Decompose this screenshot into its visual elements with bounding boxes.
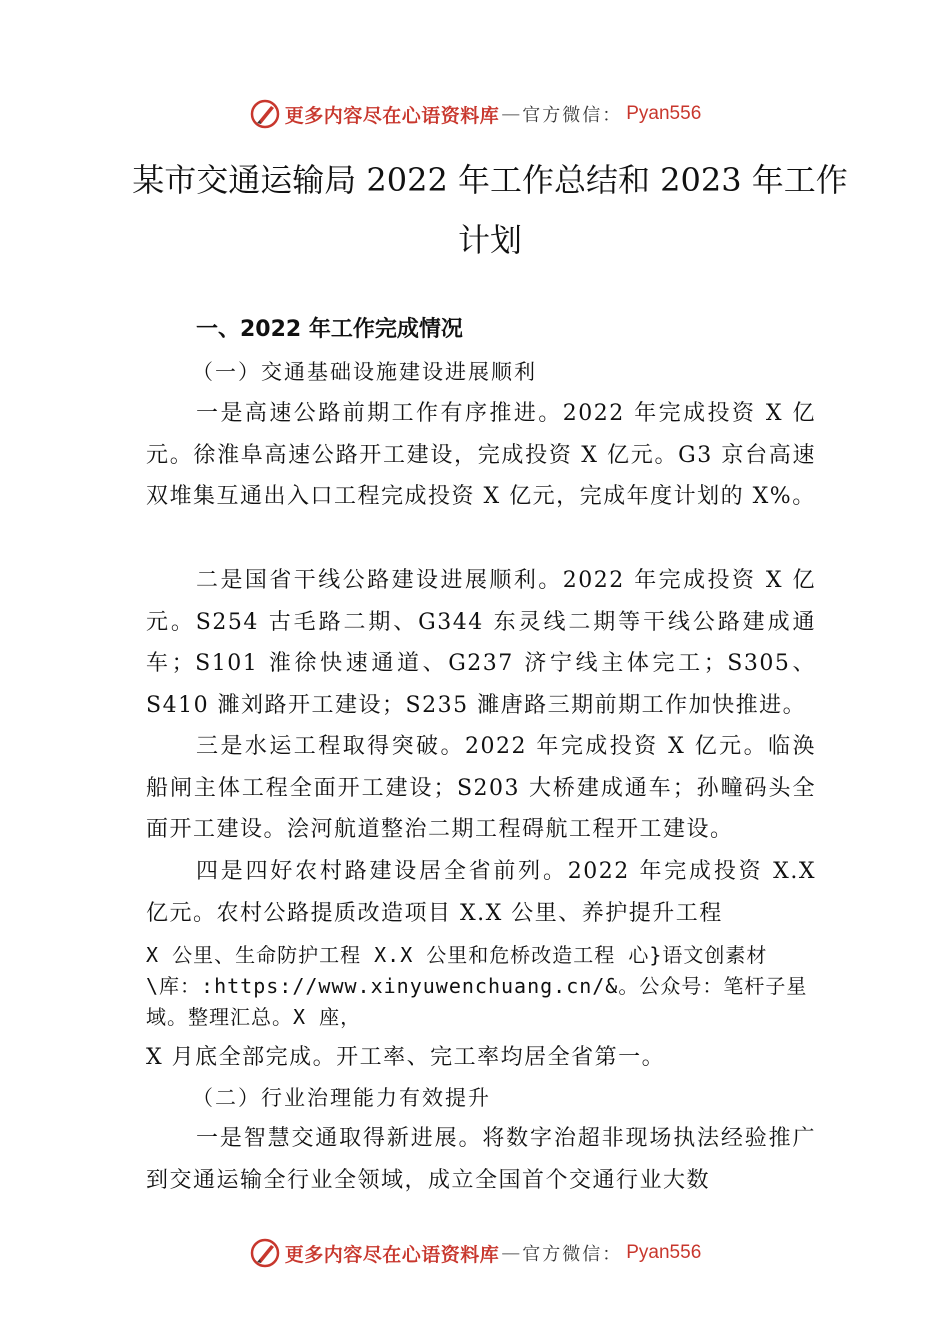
banner-separator: — [501,103,521,125]
brush-logo-icon [249,98,281,130]
paragraph: 四是四好农村路建设居全省前列。2022 年完成投资 X.X 亿元。农村公路提质改造项目 X.X 公里、养护提升工程 [146,859,816,926]
paragraph: 三是水运工程取得突破。2022 年完成投资 X 亿元。临涣船闸主体工程全面开工建设；S203 大桥建成通车；孙疃码头全面开工建设。浍河航道整治二期工程碍航工程开工建设。 [146,734,816,842]
banner-wechat-label: 官方微信： [522,1244,623,1265]
banner-separator: — [501,1242,521,1264]
subsection-heading: （二）行业治理能力有效提升 [192,1086,491,1110]
section-heading: 一、2022 年工作完成情况 [196,317,463,342]
subsection-heading: （一）交通基础设施建设进展顺利 [192,360,537,384]
document-title: 某市交通运输局 2022 年工作总结和 2023 年工作计划 [132,161,848,259]
watermark-banner-bottom [0,1233,950,1273]
paragraph-line: X 月底全部完成。开工率、完工率均居全省第一。 [146,1045,666,1070]
banner-text: 更多内容尽在心语资料库 [284,1243,500,1266]
banner-wechat-id: Pyan556 [626,103,702,124]
paragraph: 二是国省干线公路建设进展顺利。2022 年完成投资 X 亿元。S254 古毛路二期、G344 东灵线二期等干线公路建成通车；S101 淮徐快速通道、G237 济宁线主体完工；S305、S410 濉刘路开工建设；S235 濉唐路三期前期工作加快推进。 [146,568,816,718]
brush-logo-icon [249,1237,281,1269]
paragraph: 一是智慧交通取得新进展。将数字治超非现场执法经验推广到交通运输全行业全领域，成立全国首个交通行业大数 [146,1126,816,1193]
banner-wechat-id: Pyan556 [626,1242,702,1263]
watermark-banner-top [0,94,950,134]
banner-text: 更多内容尽在心语资料库 [284,104,500,127]
paragraph: 一是高速公路前期工作有序推进。2022 年完成投资 X 亿元。徐淮阜高速公路开工建设，完成投资 X 亿元。G3 京台高速双堆集互通出入口工程完成投资 X 亿元，完成年度计划的 X%。 [146,401,816,509]
banner-wechat-label: 官方微信： [522,105,623,126]
paragraph-ocr-text: X 公里、生命防护工程 X.X 公里和危桥改造工程 心}语文创素材\库：:https://www.xinyuwenchuang.cn/&。公众号：笔杆子星域。整理汇总。X 座， [146,943,808,1029]
